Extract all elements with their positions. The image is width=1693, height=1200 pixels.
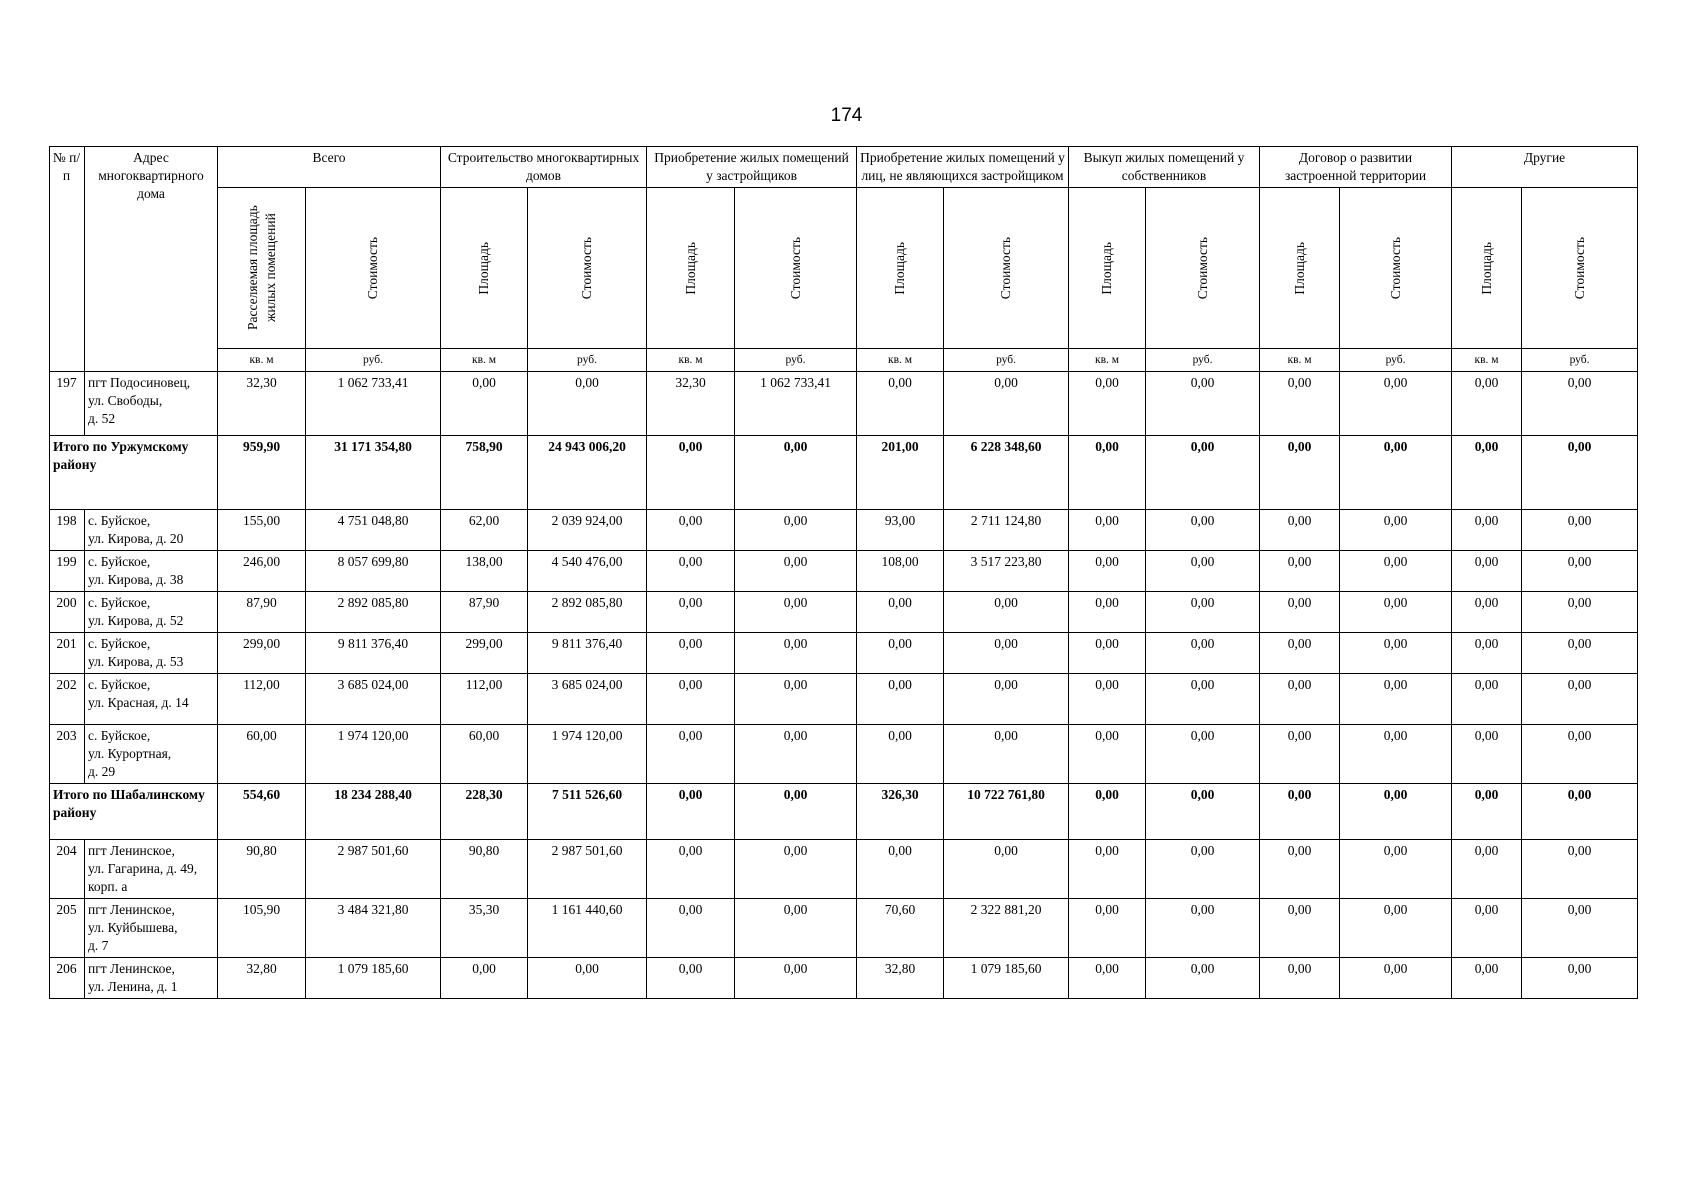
value-cell: 0,00 bbox=[1069, 840, 1146, 899]
value-cell: 0,00 bbox=[1260, 899, 1340, 958]
value-cell: 2 322 881,20 bbox=[944, 899, 1069, 958]
header-group: Строительство многоквартирных домов bbox=[441, 147, 647, 188]
unit-cell: руб. bbox=[1522, 349, 1638, 372]
value-cell: 32,30 bbox=[647, 372, 735, 436]
value-cell: 0,00 bbox=[1522, 436, 1638, 510]
header-subcolumn bbox=[1340, 188, 1452, 349]
table-row bbox=[50, 725, 1638, 784]
table-row bbox=[50, 372, 1638, 436]
value-cell: 0,00 bbox=[1522, 784, 1638, 840]
unit-cell: кв. м bbox=[441, 349, 528, 372]
value-cell: 1 079 185,60 bbox=[944, 958, 1069, 999]
value-cell: 18 234 288,40 bbox=[306, 784, 441, 840]
header-subcolumn-label: Стоимость bbox=[1387, 236, 1403, 300]
value-cell: 0,00 bbox=[1340, 674, 1452, 725]
value-cell: 4 751 048,80 bbox=[306, 510, 441, 551]
value-cell: 0,00 bbox=[1452, 436, 1522, 510]
value-cell: 0,00 bbox=[1452, 725, 1522, 784]
value-cell: 0,00 bbox=[1069, 436, 1146, 510]
total-label: Итого по Уржумскому району bbox=[50, 436, 218, 510]
value-cell: 0,00 bbox=[857, 592, 944, 633]
address-cell bbox=[85, 899, 218, 958]
value-cell: 60,00 bbox=[218, 725, 306, 784]
value-cell: 1 062 733,41 bbox=[735, 372, 857, 436]
value-cell: 0,00 bbox=[647, 510, 735, 551]
value-cell: 0,00 bbox=[1146, 436, 1260, 510]
header-subcolumn-label: Площадь bbox=[1291, 241, 1307, 295]
value-cell: 0,00 bbox=[528, 372, 647, 436]
row-number: 203 bbox=[50, 725, 85, 784]
value-cell: 1 974 120,00 bbox=[528, 725, 647, 784]
address-line: ул. Свободы, bbox=[88, 393, 163, 408]
header-units-row bbox=[50, 349, 1638, 372]
address-line: ул. Ленина, д. 1 bbox=[88, 979, 178, 994]
total-row bbox=[50, 436, 1638, 510]
value-cell: 0,00 bbox=[1069, 510, 1146, 551]
header-subcolumn-label: Площадь bbox=[1478, 241, 1494, 295]
value-cell: 758,90 bbox=[441, 436, 528, 510]
value-cell: 0,00 bbox=[1452, 551, 1522, 592]
address-line: пгт Ленинское, bbox=[88, 843, 175, 858]
address-cell bbox=[85, 551, 218, 592]
row-number: 206 bbox=[50, 958, 85, 999]
header-subcolumn bbox=[1146, 188, 1260, 349]
value-cell: 0,00 bbox=[1340, 436, 1452, 510]
value-cell: 0,00 bbox=[1340, 958, 1452, 999]
value-cell: 0,00 bbox=[1452, 784, 1522, 840]
value-cell: 32,80 bbox=[218, 958, 306, 999]
value-cell: 0,00 bbox=[857, 372, 944, 436]
value-cell: 0,00 bbox=[647, 592, 735, 633]
row-number: 202 bbox=[50, 674, 85, 725]
value-cell: 0,00 bbox=[1260, 784, 1340, 840]
value-cell: 0,00 bbox=[1452, 840, 1522, 899]
value-cell: 0,00 bbox=[735, 510, 857, 551]
address-line: ул. Куйбышева, bbox=[88, 920, 178, 935]
table-row bbox=[50, 551, 1638, 592]
address-line: с. Буйское, bbox=[88, 677, 151, 692]
header-subcolumn bbox=[218, 188, 306, 349]
address-line: д. 7 bbox=[88, 938, 109, 953]
value-cell: 299,00 bbox=[218, 633, 306, 674]
value-cell: 959,90 bbox=[218, 436, 306, 510]
value-cell: 0,00 bbox=[647, 633, 735, 674]
value-cell: 1 974 120,00 bbox=[306, 725, 441, 784]
table-row bbox=[50, 633, 1638, 674]
address-line: с. Буйское, bbox=[88, 595, 151, 610]
value-cell: 0,00 bbox=[1069, 633, 1146, 674]
header-group: Приобретение жилых помещений у застройщиков bbox=[647, 147, 857, 188]
table-row bbox=[50, 899, 1638, 958]
value-cell: 0,00 bbox=[735, 436, 857, 510]
value-cell: 2 892 085,80 bbox=[528, 592, 647, 633]
value-cell: 0,00 bbox=[735, 674, 857, 725]
address-line: ул. Кирова, д. 20 bbox=[88, 531, 184, 546]
value-cell: 1 062 733,41 bbox=[306, 372, 441, 436]
value-cell: 0,00 bbox=[1452, 633, 1522, 674]
address-cell bbox=[85, 592, 218, 633]
value-cell: 0,00 bbox=[1260, 674, 1340, 725]
page-number: 174 bbox=[830, 105, 863, 126]
value-cell: 0,00 bbox=[1260, 633, 1340, 674]
header-subcolumn bbox=[306, 188, 441, 349]
value-cell: 0,00 bbox=[1069, 958, 1146, 999]
value-cell: 0,00 bbox=[1522, 633, 1638, 674]
value-cell: 0,00 bbox=[1260, 958, 1340, 999]
value-cell: 9 811 376,40 bbox=[528, 633, 647, 674]
address-line: с. Буйское, bbox=[88, 513, 151, 528]
value-cell: 0,00 bbox=[1260, 592, 1340, 633]
value-cell: 0,00 bbox=[1340, 840, 1452, 899]
value-cell: 0,00 bbox=[647, 840, 735, 899]
value-cell: 3 685 024,00 bbox=[306, 674, 441, 725]
value-cell: 0,00 bbox=[1069, 592, 1146, 633]
value-cell: 35,30 bbox=[441, 899, 528, 958]
value-cell: 0,00 bbox=[735, 633, 857, 674]
value-cell: 3 517 223,80 bbox=[944, 551, 1069, 592]
value-cell: 0,00 bbox=[1260, 436, 1340, 510]
row-number: 205 bbox=[50, 899, 85, 958]
unit-cell: кв. м bbox=[1260, 349, 1340, 372]
value-cell: 0,00 bbox=[1146, 725, 1260, 784]
header-subcolumn bbox=[1452, 188, 1522, 349]
value-cell: 0,00 bbox=[1146, 551, 1260, 592]
unit-cell: кв. м bbox=[1452, 349, 1522, 372]
unit-cell: кв. м bbox=[857, 349, 944, 372]
value-cell: 0,00 bbox=[735, 592, 857, 633]
value-cell: 0,00 bbox=[1146, 840, 1260, 899]
value-cell: 0,00 bbox=[441, 372, 528, 436]
unit-cell: руб. bbox=[528, 349, 647, 372]
address-cell bbox=[85, 840, 218, 899]
value-cell: 0,00 bbox=[441, 958, 528, 999]
value-cell: 0,00 bbox=[1452, 674, 1522, 725]
value-cell: 0,00 bbox=[1260, 551, 1340, 592]
header-subcolumn bbox=[1260, 188, 1340, 349]
total-label: Итого по Шабалинскому району bbox=[50, 784, 218, 840]
value-cell: 246,00 bbox=[218, 551, 306, 592]
value-cell: 0,00 bbox=[647, 958, 735, 999]
value-cell: 0,00 bbox=[1340, 372, 1452, 436]
value-cell: 10 722 761,80 bbox=[944, 784, 1069, 840]
value-cell: 0,00 bbox=[1522, 840, 1638, 899]
value-cell: 0,00 bbox=[1146, 958, 1260, 999]
unit-cell: руб. bbox=[1340, 349, 1452, 372]
header-subcolumn-label: Расселяемая площадь жилых помещений bbox=[244, 205, 278, 331]
value-cell: 8 057 699,80 bbox=[306, 551, 441, 592]
value-cell: 326,30 bbox=[857, 784, 944, 840]
value-cell: 299,00 bbox=[441, 633, 528, 674]
address-line: ул. Кирова, д. 52 bbox=[88, 613, 184, 628]
header-address: Адрес многоквартирного дома bbox=[85, 147, 218, 372]
header-subcolumn bbox=[441, 188, 528, 349]
table-row bbox=[50, 674, 1638, 725]
header-subcolumn-label: Стоимость bbox=[787, 236, 803, 300]
value-cell: 2 892 085,80 bbox=[306, 592, 441, 633]
value-cell: 0,00 bbox=[1260, 840, 1340, 899]
table-row bbox=[50, 592, 1638, 633]
address-line: ул. Красная, д. 14 bbox=[88, 695, 189, 710]
value-cell: 0,00 bbox=[1452, 899, 1522, 958]
value-cell: 87,90 bbox=[218, 592, 306, 633]
value-cell: 62,00 bbox=[441, 510, 528, 551]
value-cell: 105,90 bbox=[218, 899, 306, 958]
header-group: Другие bbox=[1452, 147, 1638, 188]
value-cell: 0,00 bbox=[1340, 899, 1452, 958]
value-cell: 0,00 bbox=[1522, 551, 1638, 592]
value-cell: 0,00 bbox=[1522, 510, 1638, 551]
value-cell: 3 685 024,00 bbox=[528, 674, 647, 725]
value-cell: 9 811 376,40 bbox=[306, 633, 441, 674]
value-cell: 3 484 321,80 bbox=[306, 899, 441, 958]
value-cell: 0,00 bbox=[857, 674, 944, 725]
unit-cell: руб. bbox=[944, 349, 1069, 372]
row-number: 204 bbox=[50, 840, 85, 899]
value-cell: 0,00 bbox=[647, 436, 735, 510]
value-cell: 0,00 bbox=[735, 899, 857, 958]
value-cell: 87,90 bbox=[441, 592, 528, 633]
value-cell: 0,00 bbox=[1069, 784, 1146, 840]
address-cell bbox=[85, 510, 218, 551]
header-subcolumn bbox=[528, 188, 647, 349]
value-cell: 2 039 924,00 bbox=[528, 510, 647, 551]
header-subcolumn-label: Стоимость bbox=[1194, 236, 1210, 300]
value-cell: 31 171 354,80 bbox=[306, 436, 441, 510]
value-cell: 0,00 bbox=[735, 725, 857, 784]
value-cell: 0,00 bbox=[1146, 674, 1260, 725]
unit-cell: кв. м bbox=[1069, 349, 1146, 372]
address-line: с. Буйское, bbox=[88, 728, 151, 743]
value-cell: 0,00 bbox=[1069, 674, 1146, 725]
value-cell: 0,00 bbox=[1340, 633, 1452, 674]
header-subcolumn-label: Стоимость bbox=[365, 236, 380, 300]
value-cell: 0,00 bbox=[1069, 725, 1146, 784]
unit-cell: кв. м bbox=[647, 349, 735, 372]
header-group: Договор о развитии застроенной территории bbox=[1260, 147, 1452, 188]
header-subcolumn-label: Площадь bbox=[892, 241, 908, 295]
header-subcolumn bbox=[944, 188, 1069, 349]
value-cell: 0,00 bbox=[1452, 372, 1522, 436]
address-line: ул. Кирова, д. 38 bbox=[88, 572, 184, 587]
row-number: 197 bbox=[50, 372, 85, 436]
address-cell bbox=[85, 674, 218, 725]
value-cell: 554,60 bbox=[218, 784, 306, 840]
address-line: пгт Ленинское, bbox=[88, 961, 175, 976]
value-cell: 1 079 185,60 bbox=[306, 958, 441, 999]
value-cell: 1 161 440,60 bbox=[528, 899, 647, 958]
header-subcolumn bbox=[735, 188, 857, 349]
value-cell: 0,00 bbox=[1260, 372, 1340, 436]
value-cell: 0,00 bbox=[1340, 725, 1452, 784]
value-cell: 32,30 bbox=[218, 372, 306, 436]
value-cell: 0,00 bbox=[1340, 510, 1452, 551]
value-cell: 0,00 bbox=[1522, 372, 1638, 436]
value-cell: 0,00 bbox=[1260, 510, 1340, 551]
unit-cell: руб. bbox=[1146, 349, 1260, 372]
table-row bbox=[50, 958, 1638, 999]
value-cell: 0,00 bbox=[647, 784, 735, 840]
value-cell: 0,00 bbox=[857, 725, 944, 784]
value-cell: 0,00 bbox=[647, 725, 735, 784]
value-cell: 0,00 bbox=[1069, 551, 1146, 592]
row-number: 200 bbox=[50, 592, 85, 633]
resettlement-table bbox=[49, 146, 1638, 999]
address-line: д. 52 bbox=[88, 411, 116, 426]
value-cell: 0,00 bbox=[1522, 592, 1638, 633]
header-group-row bbox=[50, 147, 1638, 188]
value-cell: 0,00 bbox=[1340, 551, 1452, 592]
value-cell: 0,00 bbox=[1146, 784, 1260, 840]
value-cell: 0,00 bbox=[1069, 899, 1146, 958]
value-cell: 0,00 bbox=[1069, 372, 1146, 436]
value-cell: 70,60 bbox=[857, 899, 944, 958]
value-cell: 201,00 bbox=[857, 436, 944, 510]
header-subcolumn bbox=[1069, 188, 1146, 349]
header-num: № п/п bbox=[50, 147, 85, 372]
value-cell: 138,00 bbox=[441, 551, 528, 592]
value-cell: 0,00 bbox=[735, 784, 857, 840]
header-subcolumn bbox=[1522, 188, 1638, 349]
value-cell: 0,00 bbox=[1260, 725, 1340, 784]
address-line: с. Буйское, bbox=[88, 554, 151, 569]
address-cell bbox=[85, 633, 218, 674]
value-cell: 2 987 501,60 bbox=[306, 840, 441, 899]
value-cell: 108,00 bbox=[857, 551, 944, 592]
value-cell: 0,00 bbox=[1452, 510, 1522, 551]
table-row bbox=[50, 510, 1638, 551]
address-line: пгт Подосиновец, bbox=[88, 375, 191, 390]
value-cell: 2 711 124,80 bbox=[944, 510, 1069, 551]
value-cell: 6 228 348,60 bbox=[944, 436, 1069, 510]
address-line: пгт Ленинское, bbox=[88, 902, 175, 917]
value-cell: 0,00 bbox=[735, 958, 857, 999]
value-cell: 0,00 bbox=[735, 840, 857, 899]
header-subcolumn bbox=[857, 188, 944, 349]
address-line: д. 29 bbox=[88, 764, 116, 779]
value-cell: 0,00 bbox=[735, 551, 857, 592]
value-cell: 0,00 bbox=[528, 958, 647, 999]
header-group: Выкуп жилых помещений у собственников bbox=[1069, 147, 1260, 188]
address-line: с. Буйское, bbox=[88, 636, 151, 651]
value-cell: 0,00 bbox=[647, 674, 735, 725]
address-cell bbox=[85, 725, 218, 784]
value-cell: 0,00 bbox=[1452, 592, 1522, 633]
value-cell: 60,00 bbox=[441, 725, 528, 784]
value-cell: 0,00 bbox=[1146, 633, 1260, 674]
value-cell: 0,00 bbox=[1146, 592, 1260, 633]
value-cell: 93,00 bbox=[857, 510, 944, 551]
value-cell: 0,00 bbox=[1522, 674, 1638, 725]
address-line: корп. а bbox=[88, 879, 128, 894]
header-group: Приобретение жилых помещений у лиц, не являющихся застройщиком bbox=[857, 147, 1069, 188]
value-cell: 24 943 006,20 bbox=[528, 436, 647, 510]
header-group: Всего bbox=[218, 147, 441, 188]
address-cell bbox=[85, 958, 218, 999]
value-cell: 2 987 501,60 bbox=[528, 840, 647, 899]
address-line: ул. Курортная, bbox=[88, 746, 172, 761]
value-cell: 7 511 526,60 bbox=[528, 784, 647, 840]
value-cell: 0,00 bbox=[944, 633, 1069, 674]
address-line: ул. Гагарина, д. 49, bbox=[88, 861, 198, 876]
value-cell: 0,00 bbox=[944, 674, 1069, 725]
row-number: 198 bbox=[50, 510, 85, 551]
total-row bbox=[50, 784, 1638, 840]
value-cell: 0,00 bbox=[1146, 899, 1260, 958]
table-row bbox=[50, 840, 1638, 899]
value-cell: 155,00 bbox=[218, 510, 306, 551]
header-subcolumn-row bbox=[50, 188, 1638, 349]
address-line: ул. Кирова, д. 53 bbox=[88, 654, 184, 669]
value-cell: 90,80 bbox=[441, 840, 528, 899]
value-cell: 0,00 bbox=[1452, 958, 1522, 999]
value-cell: 0,00 bbox=[944, 372, 1069, 436]
value-cell: 0,00 bbox=[1522, 725, 1638, 784]
value-cell: 32,80 bbox=[857, 958, 944, 999]
value-cell: 0,00 bbox=[944, 592, 1069, 633]
header-subcolumn-label: Стоимость bbox=[1571, 236, 1587, 300]
unit-cell: кв. м bbox=[218, 349, 306, 372]
unit-cell: руб. bbox=[735, 349, 857, 372]
value-cell: 0,00 bbox=[1340, 784, 1452, 840]
header-subcolumn-label: Стоимость bbox=[998, 236, 1014, 300]
value-cell: 0,00 bbox=[944, 840, 1069, 899]
value-cell: 0,00 bbox=[1522, 899, 1638, 958]
value-cell: 0,00 bbox=[1146, 372, 1260, 436]
value-cell: 0,00 bbox=[647, 899, 735, 958]
value-cell: 0,00 bbox=[857, 840, 944, 899]
header-subcolumn-label: Площадь bbox=[682, 241, 698, 295]
row-number: 199 bbox=[50, 551, 85, 592]
value-cell: 228,30 bbox=[441, 784, 528, 840]
header-subcolumn-label: Стоимость bbox=[579, 236, 595, 300]
value-cell: 112,00 bbox=[441, 674, 528, 725]
value-cell: 112,00 bbox=[218, 674, 306, 725]
header-subcolumn-label: Площадь bbox=[1099, 241, 1115, 295]
value-cell: 0,00 bbox=[944, 725, 1069, 784]
address-cell bbox=[85, 372, 218, 436]
header-subcolumn bbox=[647, 188, 735, 349]
header-subcolumn-label: Площадь bbox=[476, 241, 492, 295]
value-cell: 4 540 476,00 bbox=[528, 551, 647, 592]
value-cell: 0,00 bbox=[1340, 592, 1452, 633]
value-cell: 90,80 bbox=[218, 840, 306, 899]
value-cell: 0,00 bbox=[1146, 510, 1260, 551]
value-cell: 0,00 bbox=[647, 551, 735, 592]
value-cell: 0,00 bbox=[857, 633, 944, 674]
value-cell: 0,00 bbox=[1522, 958, 1638, 999]
unit-cell: руб. bbox=[306, 349, 441, 372]
row-number: 201 bbox=[50, 633, 85, 674]
